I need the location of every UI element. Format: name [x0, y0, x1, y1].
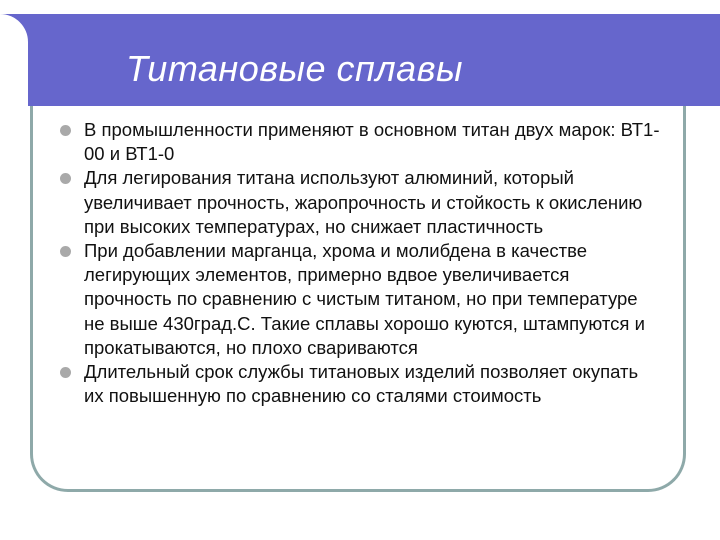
bullet-item [60, 239, 660, 360]
slide-title: Титановые сплавы [126, 48, 463, 89]
bullet-item [60, 166, 660, 239]
bullet-item [60, 360, 660, 408]
bullet-list [60, 118, 660, 408]
bullet-text: При добавлении марганца, хрома и молибдена в качестве легирующих элементов, примерно вдвое увеличивается прочность по сравнению с чистым титаном, но при температуре не выше 430град.С. Такие сплавы хорошо куются, штампуются и прокатываются, но плохо свариваются [84, 240, 645, 358]
bullet-dot-icon [60, 125, 71, 136]
bullet-text: Длительный срок службы титановых изделий позволяет окупать их повышенную по сравнению со сталями стоимость [84, 361, 639, 407]
bullet-text: Для легирования титана используют алюминий, который увеличивает прочность, жаропрочность и стойкость к окислению при высоких температурах, но снижает пластичность [84, 167, 643, 237]
bullet-dot-icon [60, 173, 71, 184]
title-band [0, 14, 720, 106]
bullet-text: В промышленности применяют в основном титан двух марок: ВТ1-00 и ВТ1-0 [84, 119, 660, 165]
bullet-item [60, 118, 660, 166]
bullet-dot-icon [60, 246, 71, 257]
bullet-dot-icon [60, 367, 71, 378]
